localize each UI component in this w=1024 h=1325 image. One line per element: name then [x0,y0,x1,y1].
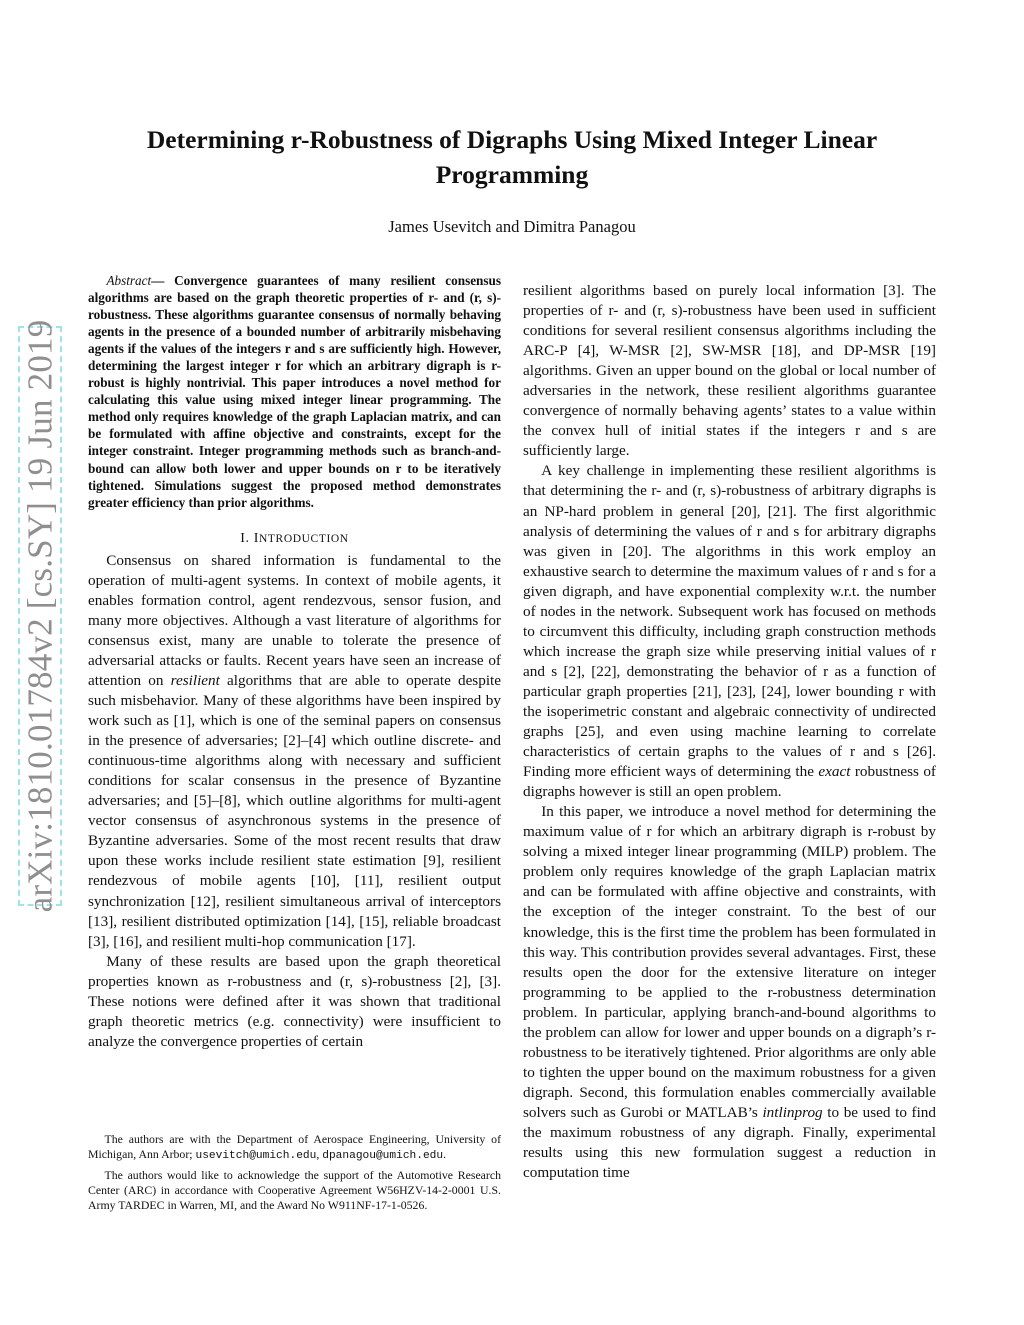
abstract-label: Abstract [106,273,152,288]
intro-paragraph-2: Many of these results are based upon the graph theoretical properties known as r-robustness and (r, s)-robustness [2], [3]. These notions were defined after it was shown that traditional graph theoretic metrics (e.g. connectivity) were insufficient to analyze the convergence properties of certain [88,952,501,1050]
intro-p5-text-a: In this paper, we introduce a novel method for determining the maximum value of r for which an arbitrary digraph is r-robust by solving a mixed integer linear programming (MILP) problem. The problem only requires knowledge of the graph Laplacian matrix and can be formulated with affine objective and constraints, with the exception of the integer constraint. To the best of our knowledge, this is the first time the problem has been formulated in this way. This contribution provides several advantages. First, these results open the door for the extensive literature on integer programming to be applied to the r-robustness determination problem. In particular, applying branch-and-bound algorithms to the problem can allow for lower and upper bounds on a digraph’s r-robustness to be iteratively tightened. Prior algorithms are only able to tighten the upper bound on the maximum robustness for a given digraph. Second, this formulation enables commercially available solvers such as Gurobi or MATLAB’s [523,803,936,1121]
right-column [523,281,936,1183]
intro-p4-text-b: robustness of digraphs however is still an open problem. [523,763,936,801]
author-list: James Usevitch and Dimitra Panagou [388,217,636,236]
footnote-affiliation [88,1132,501,1164]
intro-p4-text-a: A key challenge in implementing these resilient algorithms is that determining the r- and (r, s)-robustness of arbitrary digraphs is an NP-hard problem in general [20], [21]. The first algorithmic analysis of determining the values of r and s for arbitrary digraphs was given in [20]. The algorithms in this work employ an exhaustive search to determine the maximum values of r and s for a given digraph, and have exponential complexity w.r.t. the number of nodes in the network. Subsequent work has focused on methods to circumvent this difficulty, including graph construction methods which increase the graph size while preserving initial values of r and s [2], [22], demonstrating the behavior of r as a function of particular graph properties [21], [23], [24], lower bounding r with the isoperimetric constant and algebraic connectivity of undirected graphs [25], and even using machine learning to correlate characteristics of certain graphs to the values of r and s [26]. Finding more efficient ways of determining the [523,462,936,781]
footnotes [88,1132,501,1217]
intro-p1-text-b: algorithms that are able to operate despite such misbehavior. Many of these algorithms have been inspired by work such as [1], which is one of the seminal papers on consensus in the presence of adversaries; [2]–[4] which outline discrete- and continuous-time algorithms along with necessary and sufficient conditions for scalar consensus in the presence of Byzantine adversaries; and [5]–[8], which outline algorithms for multi-agent vector consensus of asynchronous systems in the presence of Byzantine adversaries. Some of the most recent results that draw upon these works include resilient state estimation [9], resilient rendezvous of mobile agents [10], [11], resilient output synchronization [12], resilient simultaneous arrival of interceptors [13], resilient distributed optimization [14], [15], reliable broadcast [3], [16], and resilient multi-hop communication [17]. [88,671,501,950]
left-column [88,272,501,1052]
section-initial: I [253,530,260,546]
intro-paragraph-3: resilient algorithms based on purely local information [3]. The properties of r- and (r, s)-robustness have been used in sufficient conditions for several resilient consensus algorithms including the ARC-P [4], W-MSR [2], SW-MSR [18], and DP-MSR [19] algorithms. Given an upper bound on the global or local number of adversaries in the network, these resilient algorithms guarantee convergence of normally behaving agents’ states to a value within the convex hull of initial states if the integers r and s are sufficiently large. [523,282,936,460]
intro-paragraph-4 [523,461,936,802]
intro-p1-text-a: Consensus on shared information is fundamental to the operation of multi-agent systems. In context of mobile agents, it enables formation control, agent rendezvous, sensor fusion, and many more objectives. Although a vast literature of algorithms for consensus exist, many are unable to tolerate the presence of adversarial attacks or faults. Recent years have seen an increase of attention on [88,551,501,689]
intro-paragraph-1 [88,551,501,952]
abstract-text: Convergence guarantees of many resilient consensus algorithms are based on the graph theoretic properties of r- and (r, s)-robustness. These algorithms guarantee consensus of normally behaving agents in the presence of a bounded number of arbitrarily misbehaving agents if the values of the integers r and s are sufficiently high. However, determining the largest integer r for which an arbitrary digraph is r-robust is highly nontrivial. This paper introduces a novel method for calculating this value using mixed integer linear programming. The method only requires knowledge of the graph Laplacian matrix, and can be formulated with affine objective and constraints, except for the integer constraint. Integer programming methods such as branch-and-bound can allow both lower and upper bounds on r to be iteratively tightened. Simulations suggest the proposed method demonstrates greater efficiency than prior algorithms. [88,273,501,510]
abstract-dash: — [151,273,175,288]
footnote-acknowledgement: The authors would like to acknowledge the support of the Automotive Research Center (ARC) in accordance with Cooperative Agreement W56HZV-14-2-0001 U.S. Army TARDEC in Warren, MI, and the Award No W911NF-17-1-0526. [88,1168,501,1213]
intro-p5-text-b: to be used to find the maximum robustness of any digraph. Finally, experimental results using this new formulation suggest a reduction in computation time [523,1103,936,1182]
email-separator: , [316,1147,323,1162]
intro-p4-emphasis: exact [818,763,851,781]
arxiv-identifier: arXiv:1810.01784v2 [cs.SY] 19 Jun 2019 [20,319,59,913]
intro-p1-emphasis: resilient [170,671,220,689]
title-line-1: Determining r-Robustness of Digraphs Using Mixed Integer Linear [146,125,878,154]
footnote-affiliation-text: The authors are with the Department of Aerospace Engineering, University of Michigan, Ann Arbor; [88,1132,501,1162]
footnote-period: . [443,1147,447,1162]
title-line-2: Programming [435,160,589,189]
section-heading-introduction [88,529,501,549]
arxiv-stamp [18,319,62,913]
paper-title [100,122,924,192]
email-link-panagou[interactable]: dpanagou@umich.edu [322,1150,444,1163]
section-numeral: I. [240,530,254,546]
intro-p5-emphasis: intlinprog [762,1103,823,1121]
abstract [88,272,501,511]
section-title-rest: NTRODUCTION [259,532,349,545]
email-link-usevitch[interactable]: usevitch@umich.edu [195,1150,317,1163]
intro-paragraph-5 [523,802,936,1183]
